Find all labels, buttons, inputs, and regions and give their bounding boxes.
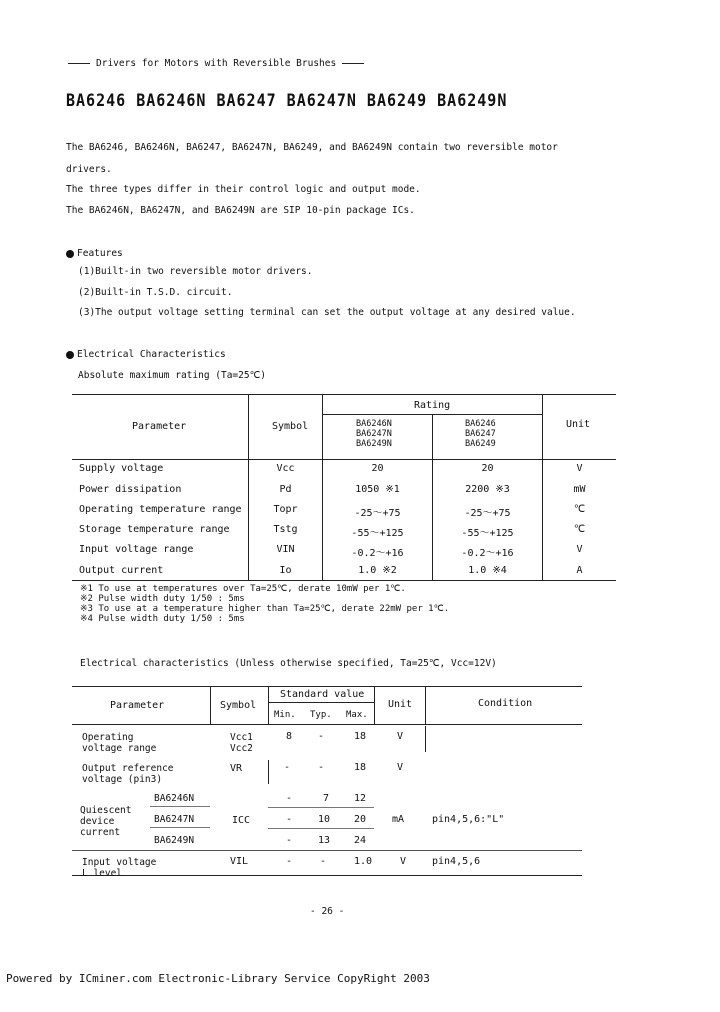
ec-row-quiescent-typ: 7 — [323, 793, 330, 804]
abs-h-parameter: Parameter — [132, 421, 187, 432]
feature-item-3: (3)The output voltage setting terminal can set the output voltage at any desired value. — [78, 307, 576, 318]
note-3: ※3 To use at a temperature higher than Ta=25℃, derate 22mW per 1℃. — [80, 604, 450, 614]
abs-row-param: Power dissipation — [79, 484, 182, 495]
powered-by-footer: Powered by ICminer.com Electronic-Library Service CopyRight 2003 — [6, 972, 430, 985]
series-line: Drivers for Motors with Reversible Brushes — [96, 58, 337, 69]
ec-h-min: Min. — [274, 710, 296, 720]
ec-row-input-typ: - — [320, 856, 327, 867]
ec-h-max: Max. — [346, 710, 368, 720]
ec-row-operating-min: 8 — [286, 731, 293, 742]
abs-row-param: Operating temperature range — [79, 504, 242, 515]
page-number: - 26 - — [310, 906, 345, 917]
ec-row-quiescent-typ: 10 — [318, 814, 331, 825]
ec-row-quiescent-sub-3: BA6249N — [154, 835, 195, 846]
feature-item-2: (2)Built-in T.S.D. circuit. — [78, 287, 233, 298]
ec-row-quiescent-unit: mA — [392, 814, 405, 825]
ec-row-quiescent-param: Quiescent device current — [80, 805, 132, 838]
abs-row-symbol: Topr — [273, 504, 298, 515]
ec-row-input-symbol: VIL — [230, 856, 249, 867]
page-title: BA6246 BA6246N BA6247 BA6247N BA6249 BA6249N — [66, 89, 508, 111]
features-heading: Features — [66, 248, 123, 259]
abs-row-param: Output current — [79, 565, 164, 576]
abs-row-param: Input voltage range — [79, 544, 194, 555]
intro-line-4: The BA6246N, BA6247N, and BA6249N are SIP 10-pin package ICs. — [66, 205, 415, 216]
ec-h-parameter: Parameter — [110, 700, 165, 711]
abs-row-unit: mW — [573, 484, 586, 495]
ec-row-quiescent-max: 12 — [354, 793, 367, 804]
abs-max-caption: Absolute maximum rating (Ta=25℃) — [78, 370, 266, 381]
feature-item-1: (1)Built-in two reversible motor drivers. — [78, 266, 313, 277]
ec-row-input-unit: V — [400, 856, 407, 867]
abs-row-param: Storage temperature range — [79, 524, 230, 535]
ec-row-quiescent-condition: pin4,5,6:"L" — [432, 814, 505, 825]
ec-row-input-max: 1.0 — [354, 856, 373, 867]
ec-row-quiescent-min: - — [286, 814, 293, 825]
series-header — [68, 58, 364, 69]
abs-h-unit: Unit — [566, 419, 591, 430]
abs-row-rating-2: 1.0 ※4 — [468, 565, 507, 576]
ec-row-quiescent-min: - — [286, 793, 293, 804]
ec-row-operating-max: 18 — [354, 731, 367, 742]
note-1: ※1 To use at temperatures over Ta=25℃, derate 10mW per 1℃. — [80, 584, 406, 594]
note-2: ※2 Pulse width duty 1/50 : 5ms — [80, 594, 245, 604]
ec-row-quiescent-sub-1: BA6246N — [154, 793, 195, 804]
ec-h-unit: Unit — [388, 699, 413, 710]
abs-row-rating-2: 20 — [481, 463, 494, 474]
abs-row-symbol: VIN — [276, 544, 295, 555]
ec-row-reference-symbol: VR — [230, 763, 243, 774]
intro-line-1: The BA6246, BA6246N, BA6247, BA6247N, BA6249, and BA6249N contain two reversible motor — [66, 142, 558, 153]
ec-row-quiescent-min: - — [286, 835, 293, 846]
ec-h-standard: Standard value — [280, 689, 365, 700]
electrical-heading: Electrical Characteristics — [66, 349, 226, 360]
intro-line-3: The three types differ in their control logic and output mode. — [66, 184, 421, 195]
abs-h-group2: BA6246 BA6247 BA6249 — [465, 419, 496, 449]
abs-row-rating-2: -55～+125 — [461, 528, 514, 539]
ec-h-condition: Condition — [478, 698, 533, 709]
abs-row-unit: ℃ — [573, 524, 586, 535]
abs-h-group1: BA6246N BA6247N BA6249N — [356, 419, 392, 449]
abs-row-rating-2: -0.2～+16 — [461, 548, 514, 559]
abs-row-rating-1: -25～+75 — [354, 508, 401, 519]
ec-row-operating-unit: V — [397, 731, 404, 742]
abs-row-unit: V — [576, 463, 583, 474]
abs-h-rating: Rating — [414, 400, 451, 411]
ec-row-quiescent-max: 24 — [354, 835, 367, 846]
abs-row-symbol: Vcc — [276, 463, 295, 474]
abs-row-symbol: Tstg — [273, 524, 298, 535]
ec-row-input-param: Input voltage L level — [82, 857, 157, 879]
bullet-icon — [66, 351, 74, 359]
abs-row-rating-2: -25～+75 — [464, 508, 511, 519]
ec-row-operating-typ: - — [318, 731, 325, 742]
ec-row-reference-min: - — [284, 762, 291, 773]
ec-row-quiescent-typ: 13 — [318, 835, 331, 846]
ec-row-quiescent-symbol: ICC — [232, 815, 251, 826]
abs-row-rating-1: 20 — [371, 463, 384, 474]
ec-row-reference-unit: V — [397, 762, 404, 773]
abs-row-rating-1: -55～+125 — [351, 528, 404, 539]
ec-h-symbol: Symbol — [220, 700, 257, 711]
ec-row-reference-param: Output reference voltage (pin3) — [82, 763, 174, 785]
ec-row-reference-max: 18 — [354, 762, 367, 773]
ec-row-reference-typ: - — [318, 762, 325, 773]
ec-h-typ: Typ. — [310, 710, 332, 720]
ec-row-input-condition: pin4,5,6 — [432, 856, 481, 867]
ec-caption: Electrical characteristics (Unless otherwise specified, Ta=25℃, Vcc=12V) — [80, 658, 497, 669]
abs-row-rating-2: 2200 ※3 — [465, 484, 510, 495]
abs-row-symbol: Io — [279, 565, 292, 576]
abs-row-param: Supply voltage — [79, 463, 164, 474]
ec-row-operating-param: Operating voltage range — [82, 732, 157, 754]
intro-line-2: drivers. — [66, 164, 112, 175]
abs-row-rating-1: -0.2～+16 — [351, 548, 404, 559]
abs-row-unit: A — [576, 565, 583, 576]
ec-row-quiescent-max: 20 — [354, 814, 367, 825]
ec-row-input-min: - — [286, 856, 293, 867]
abs-h-symbol: Symbol — [272, 421, 309, 432]
note-4: ※4 Pulse width duty 1/50 : 5ms — [80, 614, 245, 624]
abs-row-unit: V — [576, 544, 583, 555]
bullet-icon — [66, 250, 74, 258]
abs-row-symbol: Pd — [279, 484, 292, 495]
abs-notes — [80, 584, 449, 624]
ec-row-operating-symbol: Vcc1 Vcc2 — [230, 732, 253, 754]
abs-row-rating-1: 1050 ※1 — [355, 484, 400, 495]
abs-row-rating-1: 1.0 ※2 — [358, 565, 397, 576]
ec-row-quiescent-sub-2: BA6247N — [154, 814, 195, 825]
abs-row-unit: ℃ — [573, 504, 586, 515]
